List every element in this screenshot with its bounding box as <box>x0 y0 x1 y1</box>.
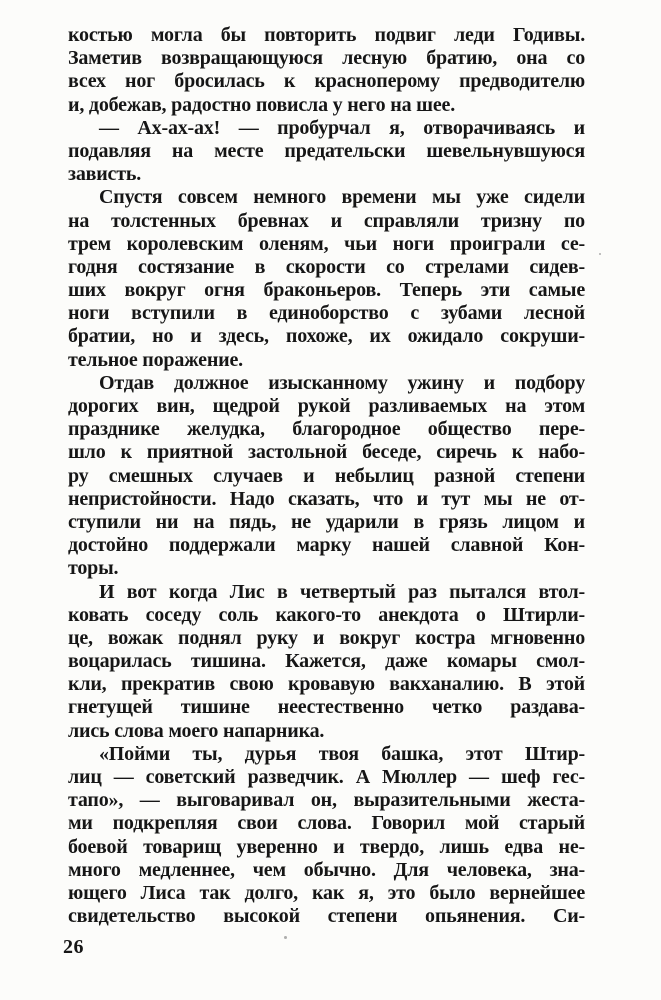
scan-speck <box>599 253 601 255</box>
paragraph <box>68 743 585 929</box>
text-line: непристойности. Надо сказать, что и тут мы не от- <box>68 487 585 510</box>
paragraph <box>68 24 585 117</box>
text-line: гнетущей тишине неестественно четко раздава- <box>68 696 585 719</box>
paragraph <box>68 372 585 581</box>
text-line: подавляя на месте предательски шевельнувшуюся <box>68 139 585 162</box>
text-line: воцарилась тишина. Кажется, даже комары смол- <box>68 650 585 673</box>
text-line: ющего Лиса так долго, как я, это было вернейшее <box>68 881 585 904</box>
text-line: достойно поддержали марку нашей славной Кон- <box>68 534 585 557</box>
text-line: тельное поражение. <box>68 348 243 371</box>
text-line: годня состязание в скорости со стрелами сидев- <box>68 255 585 278</box>
text-line: торы. <box>68 557 119 580</box>
text-line: Заметив возвращающуюся лесную братию, она со <box>68 47 585 70</box>
page-number: 26 <box>63 936 84 958</box>
paragraph <box>68 117 585 187</box>
text-line: лиц — советский разведчик. А Мюллер — шеф гес- <box>68 766 585 788</box>
text-line: ковать соседу соль какого-то анекдота о Штирли- <box>68 603 585 626</box>
text-line: шло к приятной застольной беседе, сиречь к набо- <box>68 441 585 464</box>
paragraph <box>68 581 585 743</box>
text-line: Спустя совсем немного времени мы уже сидели <box>99 186 585 209</box>
text-line: «Пойми ты, дурья твоя башка, этот Штир- <box>99 742 585 765</box>
text-line: це, вожак поднял руку и вокруг костра мгновенно <box>68 626 585 649</box>
text-line: и, добежав, радостно повисла у него на шее. <box>68 93 456 116</box>
text-line: празднике желудка, благородное общество пере- <box>68 418 585 441</box>
text-line: И вот когда Лис в четвертый раз пытался втол- <box>99 580 585 603</box>
text-line: лись слова моего напарника. <box>68 719 325 742</box>
text-block <box>68 24 585 928</box>
paragraph <box>68 186 585 372</box>
text-line: всех ног бросилась к красноперому предводителю <box>68 70 585 93</box>
text-line: зависть. <box>68 163 142 186</box>
text-line: братии, но и здесь, похоже, их ожидало сокруши- <box>68 325 585 348</box>
text-line: боевой товарищ уверенно и твердо, лишь едва не- <box>68 835 585 858</box>
text-line: на толстенных бревнах и справляли тризну по <box>68 209 585 232</box>
text-line: костью могла бы повторить подвиг леди Годивы. <box>68 24 585 46</box>
text-line: много медленнее, чем обычно. Для человека, зна- <box>68 858 585 881</box>
scan-speck <box>284 936 287 939</box>
text-line: — Ах-ах-ах! — пробурчал я, отворачиваясь и <box>99 116 585 139</box>
text-line: кли, прекратив свою кровавую вакханалию. В этой <box>68 673 585 696</box>
text-line: ми подкрепляя свои слова. Говорил мой старый <box>68 812 585 835</box>
text-line: Отдав должное изысканному ужину и подбору <box>99 371 585 394</box>
text-line: дорогих вин, щедрой рукой разливаемых на этом <box>68 395 585 417</box>
text-line: свидетельство высокой степени опьянения. Си- <box>68 905 585 928</box>
text-line: ших вокруг огня браконьеров. Теперь эти самые <box>68 279 585 302</box>
text-line: тапо», — выговаривал он, выразительными жеста- <box>68 789 585 812</box>
text-line: трем королевским оленям, чьи ноги проиграли се- <box>68 232 585 255</box>
text-line: ру смешных случаев и небылиц разной степени <box>68 464 585 487</box>
text-line: ноги вступили в единоборство с зубами лесной <box>68 302 585 325</box>
text-line: ступили ни на пядь, не ударили в грязь лицом и <box>68 510 585 533</box>
